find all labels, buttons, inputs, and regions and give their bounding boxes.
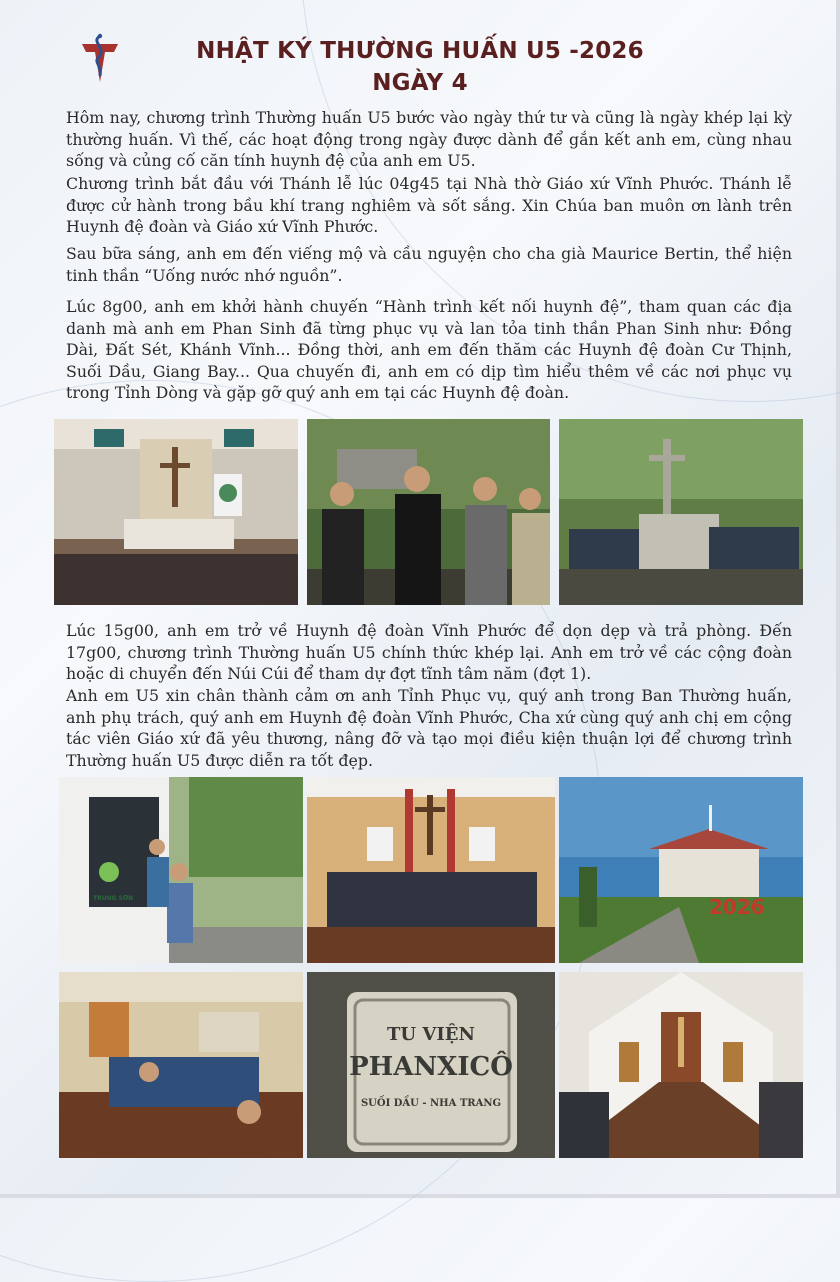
paragraph-mass: Chương trình bắt đầu với Thánh lễ lúc 04g45 tại Nhà thờ Giáo xứ Vĩnh Phước. Thánh lễ được cử hành trong bầu khí trang nghiêm và sốt sắng. Xin Chúa ban muôn ơn lành trên Huynh đệ đoàn và Giáo xứ Vĩnh Phước. bbox=[66, 174, 792, 236]
photo-grave-prayer bbox=[307, 419, 550, 605]
plaque-line-3: SUỐI DẦU - NHA TRANG bbox=[360, 1098, 502, 1109]
page-title: NHẬT KÝ THƯỜNG HUẤN U5 -2026 bbox=[196, 38, 644, 64]
paragraph-grave-visit: Sau bữa sáng, anh em đến viếng mộ và cầu nguyện cho cha già Maurice Bertin, thể hiện tinh thần “Uống nước nhớ nguồn”. bbox=[66, 244, 792, 285]
photo-group-monument bbox=[559, 419, 803, 605]
photo-group-church bbox=[307, 777, 555, 963]
photo-church-mass bbox=[54, 419, 298, 605]
paragraph-journey: Lúc 8g00, anh em khởi hành chuyến “Hành trình kết nối huynh đệ”, tham quan các địa danh mà anh em Phan Sinh đã từng phục vụ và lan tỏa tinh thần Phan Sinh như: Đồng Dài, Đất Sét, Khánh Vĩnh... Đồng thời, anh em đến thăm các Huynh đệ đoàn Cư Thịnh, Suối Dầu, Giang Bay... Qua chuyến đi, anh em có dịp tìm hiểu thêm về các nơi phục vụ trong Tỉnh Dòng và gặp gỡ quý anh em tại các Huynh đệ đoàn. bbox=[66, 297, 792, 402]
plaque-line-2: PHANXICÔ bbox=[349, 1052, 513, 1082]
photo-pavilion bbox=[559, 777, 803, 963]
plaque-line-1: TU VIỆN bbox=[387, 1024, 475, 1045]
page-subtitle: NGÀY 4 bbox=[372, 70, 468, 96]
photo-church-nave bbox=[559, 972, 803, 1158]
paragraph-thanks: Anh em U5 xin chân thành cảm ơn anh Tỉnh Phục vụ, quý anh trong Ban Thường huấn, anh phụ trách, quý anh em Huynh đệ đoàn Vĩnh Phước, Cha xứ cùng quý anh chị em cộng tác viên Giáo xứ đã yêu thương, nâng đỡ và tạo mọi điều kiện thuận lợi để chương trình Thường huấn U5 được diễn ra tốt đẹp. bbox=[66, 686, 792, 770]
paragraph-intro: Hôm nay, chương trình Thường huấn U5 bước vào ngày thứ tư và cũng là ngày khép lại kỳ thường huấn. Vì thế, các hoạt động trong ngày được dành để gắn kết anh em, cùng nhau sống và củng cố căn tính huynh đệ của anh em U5. bbox=[66, 108, 792, 170]
bus-logo-text: TRUNG SƠN bbox=[93, 895, 134, 902]
photo-monastery-plaque bbox=[307, 972, 555, 1158]
photo-chapel-interior bbox=[59, 972, 303, 1158]
photo-bus bbox=[59, 777, 303, 963]
year-sign: 2026 bbox=[709, 895, 765, 919]
paragraph-closing: Lúc 15g00, anh em trở về Huynh đệ đoàn Vĩnh Phước để dọn dẹp và trả phòng. Đến 17g00, chương trình Thường huấn U5 chính thức khép lại. Anh em trở về các cộng đoàn hoặc di chuyển đến Núi Cúi để tham dự đợt tĩnh tâm năm (đợt 1). bbox=[66, 621, 792, 683]
